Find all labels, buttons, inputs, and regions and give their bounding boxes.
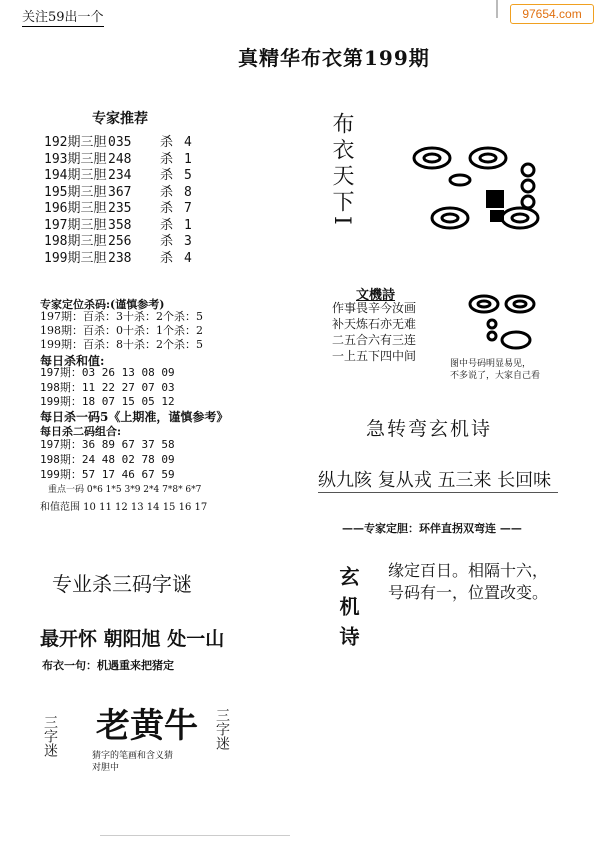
coin-picture-small [466, 292, 546, 354]
note-line: 不多说了，大家自己看 [450, 371, 541, 381]
expert-nums: 358 [108, 217, 132, 233]
expert-nums: 238 [108, 250, 132, 266]
poem-line: 二五合六有三连 [332, 333, 417, 347]
expert-kill-label: 杀 [160, 250, 174, 266]
expert-period: 197期三胆 [44, 217, 107, 233]
buyi-line: 布衣一句：机遇重来把猪定 [42, 659, 174, 672]
expert-nums: 256 [108, 234, 132, 249]
expert-kill: 8 [184, 184, 192, 200]
expert-kill: 1 [184, 217, 192, 233]
list-item: 198期：百杀：0十杀：1个杀：2 [40, 324, 203, 337]
divider [318, 492, 558, 493]
expert-list [44, 135, 192, 267]
zhongdian-line: 重点一码 0*6 1*5 3*9 2*4 7*8* 6*7 [48, 485, 202, 495]
right-vertical-label: 三字迷 [214, 708, 230, 750]
expert-kill-label: 杀 [160, 184, 174, 200]
riddle-hint [92, 750, 173, 774]
expert-period: 193期三胆 [44, 151, 107, 167]
divider [496, 0, 498, 18]
xuanji-line: 缘定百日。相隔十六， [388, 561, 549, 580]
dingwei-list [40, 310, 203, 352]
poem-line: 一上五下四中间 [332, 349, 417, 363]
xuanji-vertical-title: 玄机诗 [336, 566, 360, 656]
expert-row [44, 168, 192, 185]
shazhi-title: 每日杀和值: [40, 354, 105, 368]
expert-nums: 235 [108, 201, 132, 216]
expert-row [44, 251, 192, 268]
ermaz-list [40, 437, 175, 482]
expert-row [44, 185, 192, 202]
expert-kill: 4 [184, 135, 192, 150]
expert-kill-label: 杀 [160, 168, 174, 183]
expert-kill: 5 [184, 168, 192, 183]
buyi-vertical-title: 布衣天下I [329, 112, 354, 229]
site-badge[interactable]: 97654.com [510, 4, 594, 24]
expert-row [44, 234, 192, 251]
hint-line: 猜字的笔画和含义猜 [92, 751, 174, 761]
riddle-line: 最开怀 朝阳旭 处一山 [40, 628, 225, 650]
expert-kill-label: 杀 [160, 201, 174, 216]
riddle-answer: 老黄牛 [96, 706, 198, 746]
expert-nums: 367 [108, 184, 132, 200]
expert-nums: 248 [108, 151, 132, 167]
list-item: 199期：18 07 15 05 12 [40, 395, 175, 408]
expert-period: 195期三胆 [44, 184, 107, 200]
expert-period: 192期三胆 [44, 135, 107, 150]
expert-title: 专家推荐 [92, 111, 148, 127]
expert-period: 196期三胆 [44, 201, 107, 216]
expert-nums: 035 [108, 135, 132, 150]
expert-nums: 234 [108, 168, 132, 183]
hezhi-line: 和值范围 10 11 12 13 14 15 16 17 [40, 502, 208, 513]
list-item: 198期：11 22 27 07 03 [40, 380, 175, 394]
xuanji-line: 号码有一，位置改变。 [388, 583, 549, 602]
expert-kill-label: 杀 [160, 135, 174, 150]
list-item: 197期：百杀：3十杀：2个杀：5 [40, 310, 203, 323]
note-line: 图中号码明显易见， [450, 359, 532, 369]
poem-line: 作事畏辛今汝画 [332, 301, 417, 315]
expert-kill: 3 [184, 234, 192, 249]
coin-picture [410, 140, 560, 250]
xuanji-text [388, 560, 548, 604]
expert-kill: 1 [184, 151, 192, 167]
expert-kill-label: 杀 [160, 151, 174, 167]
page-title: 真精华布衣第199期 [238, 46, 430, 70]
yima-line: 每日杀一码5《上期准，谨慎参考》 [40, 410, 229, 424]
poem-line: 补天炼石亦无难 [332, 317, 417, 331]
top-note: 关注59出一个 [22, 10, 104, 25]
expert-kill: 4 [184, 250, 192, 266]
expert-kill: 7 [184, 201, 192, 216]
expert-period: 194期三胆 [44, 168, 107, 183]
expert-row [44, 152, 192, 169]
list-item: 199期：百杀：8十杀：2个杀：5 [40, 338, 203, 351]
list-item: 197期：03 26 13 08 09 [40, 366, 175, 379]
divider [100, 835, 290, 836]
expert-kill-label: 杀 [160, 234, 174, 249]
shazhi-list [40, 366, 175, 410]
expert-row [44, 135, 192, 152]
hint-line: 对胆中 [92, 763, 120, 773]
riddle-heading: 专业杀三码字谜 [52, 572, 192, 596]
list-item: 199期：57 17 46 67 59 [40, 468, 175, 481]
expert-period: 198期三胆 [44, 234, 107, 249]
dingdan-line: ——专家定胆：环伴直拐双弯连 —— [342, 522, 522, 535]
jizhuan-title: 急转弯玄机诗 [366, 418, 493, 440]
poem-box [332, 300, 416, 364]
expert-row [44, 201, 192, 218]
ermaz-title: 每日杀二码组合: [40, 425, 122, 438]
expert-period: 199期三胆 [44, 250, 107, 266]
picture-note [450, 358, 540, 382]
poem-title: 文機詩 [356, 288, 396, 303]
left-vertical-label: 三字迷 [42, 715, 58, 757]
zongjiu-line: 纵九陔 复从戎 五三来 长回味 [318, 470, 552, 491]
list-item: 197期：36 89 67 37 58 [40, 438, 175, 451]
expert-row [44, 218, 192, 235]
dingwei-title: 专家定位杀码:(谨慎参考) [40, 298, 165, 311]
expert-kill-label: 杀 [160, 217, 174, 233]
list-item: 198期：24 48 02 78 09 [40, 453, 175, 466]
